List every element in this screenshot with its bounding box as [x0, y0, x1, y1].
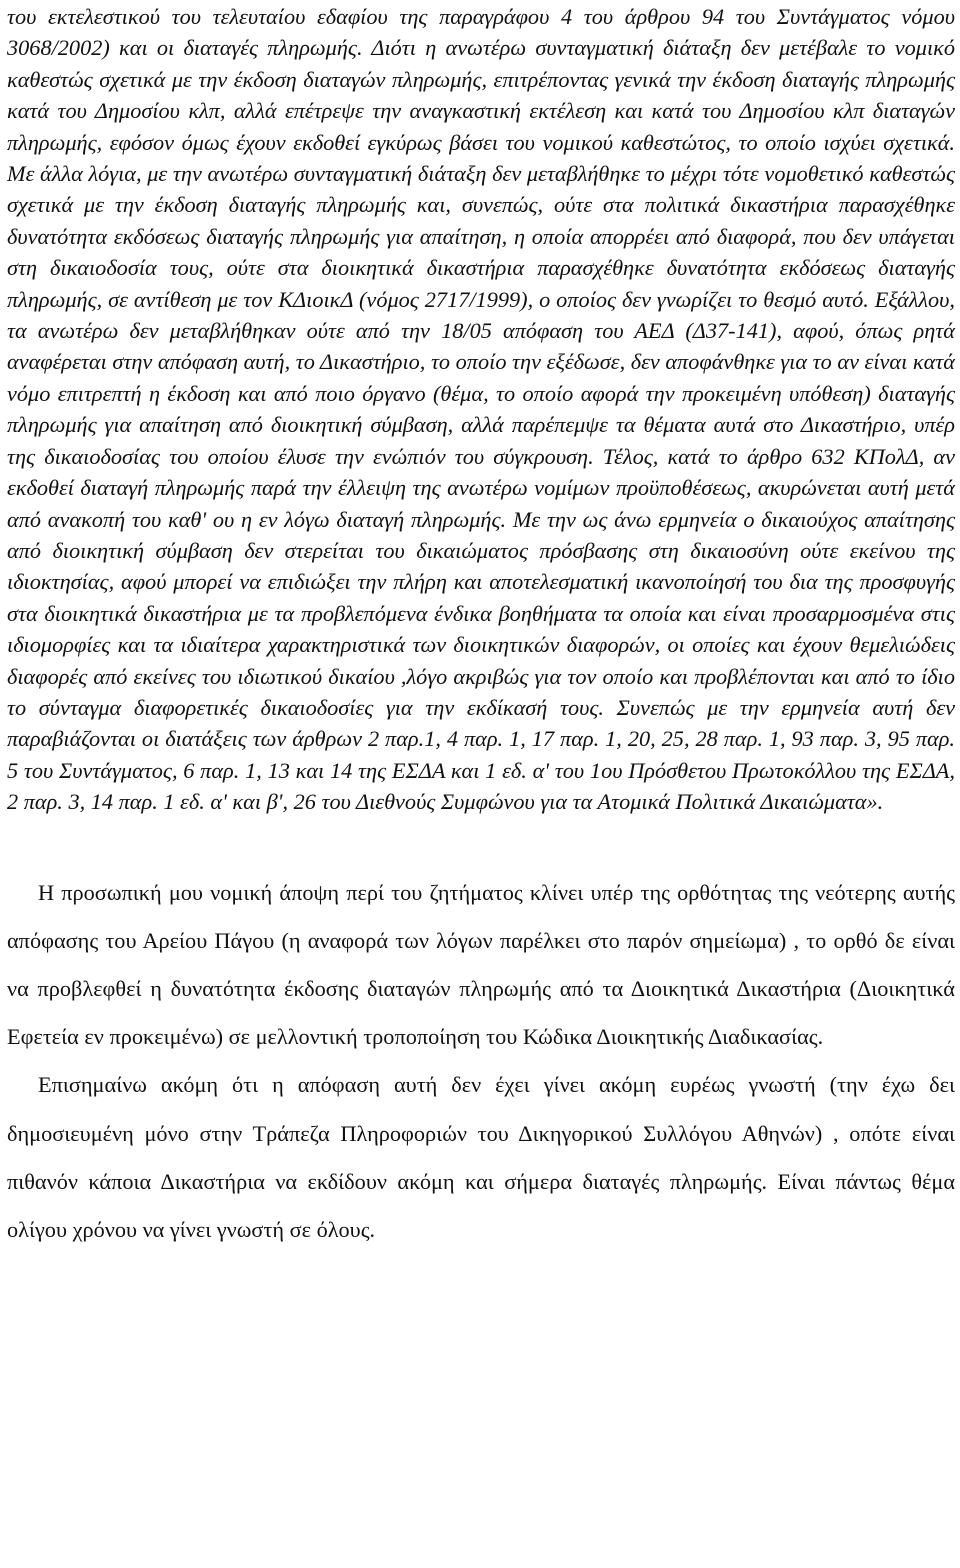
closing-note-paragraph: Επισημαίνω ακόμη ότι η απόφαση αυτή δεν έχει γίνει ακόμη ευρέως γνωστή (την έχω δει δημοσιευμένη μόνο στην Τράπεζα Πληροφοριών του Δικηγορικού Συλλόγου Αθηνών) , οπότε είναι πιθανόν κάποια Δικαστήρια να εκδίδουν ακόμη και σήμερα διαταγές πληρωμής. Είναι πάντως θέμα ολίγου χρόνου να γίνει γνωστή σε όλους.	[7, 1072, 955, 1242]
quoted-court-decision-text: του εκτελεστικού του τελευταίου εδαφίου της παραγράφου 4 του άρθρου 94 του Συντάγματος νόμου 3068/2002) και οι διαταγές πληρωμής. Διότι η ανωτέρω συνταγματική διάταξη δεν μετέβαλε το νομικό καθεστώς σχετικά με την έκδοση διαταγών πληρωμής, επιτρέποντας γενικά την έκδοση διαταγής πληρωμής κατά του Δημοσίου κλπ, αλλά επέτρεψε την αναγκαστική εκτέλεση και κατά του Δημοσίου κλπ διαταγών πληρωμής, εφόσον όμως έχουν εκδοθεί εγκύρως βάσει του νομικού καθεστώτος, το οποίο ισχύει σχετικά. Με άλλα λόγια, με την ανωτέρω συνταγματική διάταξη δεν μεταβλήθηκε το μέχρι τότε νομοθετικό καθεστώς σχετικά με την έκδοση διαταγής πληρωμής και, συνεπώς, ούτε στα πολιτικά δικαστήρια παρασχέθηκε δυνατότητα εκδόσεως διαταγής πληρωμής για απαίτηση, η οποία απορρέει από διαφορά, που δεν υπάγεται στη δικαιοδοσία τους, ούτε στα διοικητικά δικαστήρια παρασχέθηκε δυνατότητα εκδόσεως διαταγής πληρωμής, σε αντίθεση με τον ΚΔιοικΔ (νόμος 2717/1999), ο οποίος δεν γνωρίζει το θεσμό αυτό. Εξάλλου, τα ανωτέρω δεν μεταβλήθηκαν ούτε από την 18/05 απόφαση του ΑΕΔ (Δ37-141), αφού, όπως ρητά αναφέρεται στην απόφαση αυτή, το Δικαστήριο, το οποίο την εξέδωσε, δεν αποφάνθηκε για το αν είναι κατά νόμο επιτρεπτή η έκδοση και από ποιο όργανο (θέμα, το οποίο αφορά την προκειμένη υπόθεση) διαταγής πληρωμής για απαίτηση από διοικητική σύμβαση, αλλά παρέπεμψε τα θέματα αυτά στο Δικαστήριο, υπέρ της δικαιοδοσίας του οποίου έλυσε την ενώπιόν του σύγκρουση. Τέλος, κατά το άρθρο 632 ΚΠολΔ, αν εκδοθεί διαταγή πληρωμής παρά την έλλειψη της ανωτέρω νομίμων προϋποθέσεως, ακυρώνεται αυτή μετά από ανακοπή του καθ' ου η εν λόγω διαταγή πληρωμής. Με την ως άνω ερμηνεία ο δικαιούχος απαίτησης από διοικητική σύμβαση δεν στερείται του δικαιώματος πρόσβασης στη δικαιοσύνη ούτε εκείνου της ιδιοκτησίας, αφού μπορεί να επιδιώξει την πλήρη και αποτελεσματική ικανοποίησή του δια της προσφυγής στα διοικητικά δικαστήρια με τα προβλεπόμενα ένδικα βοηθήματα τα οποία και είναι προσαρμοσμένα στις ιδιομορφίες και τα ιδιαίτερα χαρακτηριστικά των διοικητικών διαφορών, οι οποίες και έχουν θεμελιώδεις διαφορές από εκείνες του ιδιωτικού δικαίου ,λόγο ακριβώς για τον οποίο και προβλέπονται και από το ίδιο το σύνταγμα διαφορετικές δικαιοδοσίες για την εκδίκασή τους. Συνεπώς με την ερμηνεία αυτή δεν παραβιάζονται οι διατάξεις των άρθρων 2 παρ.1, 4 παρ. 1, 17 παρ. 1, 20, 25, 28 παρ. 1, 93 παρ. 3, 95 παρ. 5 του Συντάγματος, 6 παρ. 1, 13 και 14 της ΕΣΔΑ και 1 εδ. α' του 1ου Πρόσθετου Πρωτοκόλλου της ΕΣΔΑ, 2 παρ. 3, 14 παρ. 1 εδ. α' και β', 26 του Διεθνούς Συμφώνου για τα Ατομικά Πολιτικά Δικαιώματα».	[7, 4, 955, 815]
author-opinion-paragraph: Η προσωπική μου νομική άποψη περί του ζητήματος κλίνει υπέρ της ορθότητας της νεότερης αυτής απόφασης του Αρείου Πάγου (η αναφορά των λόγων παρέλκει στο παρόν σημείωμα) , το ορθό δε είναι να προβλεφθεί η δυνατότητα έκδοσης διαταγών πληρωμής από τα Διοικητικά Δικαστήρια (Διοικητικά Εφετεία εν προκειμένω) σε μελλοντική τροποποίηση του Κώδικα Διοικητικής Διαδικασίας.	[7, 879, 955, 1050]
paragraph-spacer	[7, 818, 955, 869]
document-page	[7, 0, 955, 1254]
